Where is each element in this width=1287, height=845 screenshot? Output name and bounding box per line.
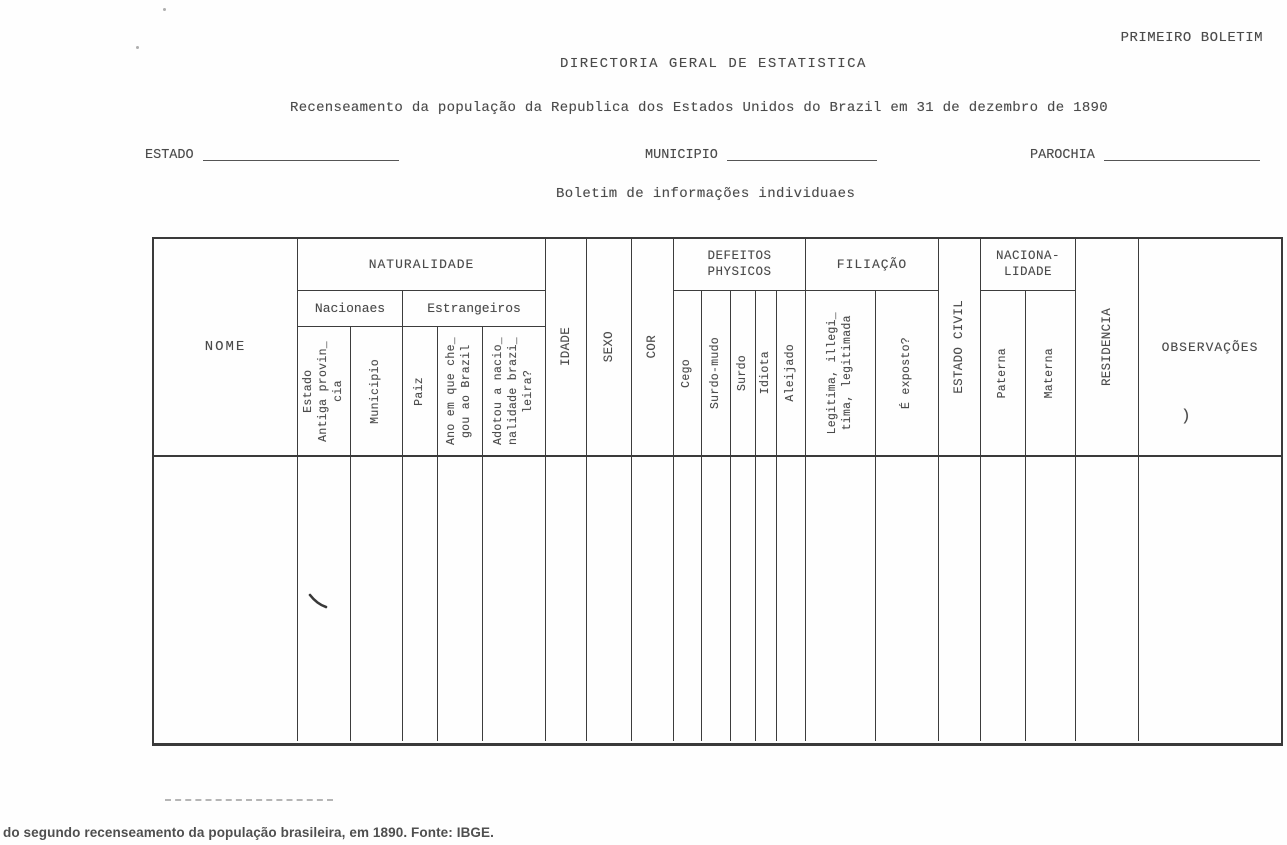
col-header-surdo-label: Surdo bbox=[735, 354, 749, 391]
col-header-materna bbox=[1025, 291, 1075, 455]
col-header-aleijado bbox=[776, 291, 805, 455]
body-cell-cego bbox=[673, 457, 701, 741]
field-parochia bbox=[1030, 145, 1260, 163]
subgroup-header-estrangeiros-label: Estrangeiros bbox=[427, 301, 521, 316]
col-header-sexo-label: SEXO bbox=[601, 331, 616, 363]
col-header-nome-label: NOME bbox=[204, 339, 247, 355]
group-header-nacionalidade bbox=[980, 239, 1075, 291]
col-header-idade bbox=[545, 239, 586, 455]
col-header-aleijado-label: Aleijado bbox=[783, 344, 797, 402]
col-header-nome bbox=[154, 239, 297, 455]
group-header-filiacao-label: FILIAÇÃO bbox=[836, 257, 908, 272]
col-header-cego-label: Cego bbox=[680, 358, 694, 388]
stray-pen-mark bbox=[307, 592, 329, 614]
col-header-idade-label: IDADE bbox=[558, 327, 573, 367]
col-header-paiz-label: Paiz bbox=[412, 376, 426, 406]
col-header-paterna bbox=[980, 291, 1025, 455]
body-cell-residencia bbox=[1075, 457, 1138, 741]
field-parochia-label: PAROCHIA bbox=[1030, 148, 1095, 163]
body-cell-adotou-nacionalidade bbox=[482, 457, 545, 741]
col-header-paiz bbox=[402, 327, 437, 455]
col-header-adotou-nacionalidade-label: Adotou a nacio_ nalidade brazi_ leira? bbox=[491, 336, 535, 446]
col-header-sexo bbox=[586, 239, 631, 455]
field-municipio-blank-line bbox=[727, 148, 877, 161]
col-header-cor bbox=[631, 239, 673, 455]
col-header-paterna-label: Paterna bbox=[995, 347, 1009, 399]
col-header-municipio-label: Municipio bbox=[369, 358, 383, 424]
group-header-nacionalidade-label: NACIONA- LIDADE bbox=[995, 248, 1060, 279]
col-header-exposto-label: É exposto? bbox=[899, 336, 913, 409]
body-cell-paterna bbox=[980, 457, 1025, 741]
body-cell-materna bbox=[1025, 457, 1075, 741]
field-estado-blank-line bbox=[203, 148, 399, 161]
document-title: DIRECTORIA GERAL DE ESTATISTICA bbox=[560, 56, 867, 72]
col-header-observacoes-label: OBSERVAÇÕES bbox=[1161, 339, 1259, 355]
subgroup-header-nacionaes-label: Nacionaes bbox=[314, 301, 386, 316]
col-header-municipio bbox=[350, 327, 402, 455]
col-header-idiota-label: Idiota bbox=[758, 351, 772, 395]
col-header-legitimidade-label: Legitima, illegi_ tima, legitimada bbox=[825, 311, 854, 435]
col-header-legitimidade bbox=[805, 291, 875, 455]
col-header-cor-label: COR bbox=[645, 335, 660, 359]
image-caption: do segundo recenseamento da população brasileira, em 1890. Fonte: IBGE. bbox=[3, 825, 494, 840]
col-header-estado-antiga-provincia-label: Estado Antiga provin_ cia bbox=[301, 340, 345, 442]
table-title: Boletim de informações individuaes bbox=[556, 186, 856, 202]
scan-speck bbox=[163, 8, 166, 11]
document-subtitle: Recenseamento da população da Republica dos Estados Unidos do Brazil em 31 de dezembro de 1890 bbox=[290, 100, 1108, 116]
field-municipio-label: MUNICIPIO bbox=[645, 148, 718, 163]
field-estado bbox=[145, 145, 399, 163]
group-header-defeitos-physicos-label: DEFEITOS PHYSICOS bbox=[707, 248, 772, 279]
subgroup-header-nacionaes bbox=[297, 291, 402, 327]
col-header-ano-chegada bbox=[437, 327, 482, 455]
col-header-cego bbox=[673, 291, 701, 455]
corner-label: PRIMEIRO BOLETIM bbox=[1120, 30, 1263, 46]
col-header-idiota bbox=[755, 291, 776, 455]
body-cell-aleijado bbox=[776, 457, 805, 741]
col-header-estado-civil bbox=[938, 239, 980, 455]
col-header-observacoes bbox=[1138, 239, 1281, 455]
census-table-header bbox=[154, 239, 1281, 457]
subgroup-header-estrangeiros bbox=[402, 291, 545, 327]
group-header-naturalidade-label: NATURALIDADE bbox=[368, 257, 475, 272]
col-header-exposto bbox=[875, 291, 938, 455]
group-header-filiacao bbox=[805, 239, 938, 291]
col-header-residencia bbox=[1075, 239, 1138, 455]
group-header-defeitos-physicos bbox=[673, 239, 805, 291]
census-table-body bbox=[154, 457, 1281, 741]
scan-speck bbox=[136, 46, 139, 49]
body-cell-municipio bbox=[350, 457, 402, 741]
col-header-estado-antiga-provincia bbox=[297, 327, 350, 455]
col-header-residencia-label: RESIDENCIA bbox=[1099, 307, 1114, 386]
field-parochia-blank-line bbox=[1104, 148, 1260, 161]
body-cell-observacoes bbox=[1138, 457, 1281, 741]
field-municipio bbox=[645, 145, 877, 163]
col-header-materna-label: Materna bbox=[1043, 347, 1057, 399]
census-table bbox=[152, 237, 1283, 746]
col-header-surdo-mudo-label: Surdo-mudo bbox=[708, 336, 722, 409]
body-cell-surdo-mudo bbox=[701, 457, 730, 741]
observacoes-paren-mark: ) bbox=[1181, 407, 1191, 425]
faded-dashed-line bbox=[165, 799, 333, 801]
body-cell-sexo bbox=[586, 457, 631, 741]
body-cell-idiota bbox=[755, 457, 776, 741]
group-header-naturalidade bbox=[297, 239, 545, 291]
col-header-adotou-nacionalidade bbox=[482, 327, 545, 455]
field-estado-label: ESTADO bbox=[145, 148, 194, 163]
col-header-surdo-mudo bbox=[701, 291, 730, 455]
body-cell-exposto bbox=[875, 457, 938, 741]
body-cell-estado-civil bbox=[938, 457, 980, 741]
body-cell-idade bbox=[545, 457, 586, 741]
body-cell-paiz bbox=[402, 457, 437, 741]
body-cell-ano-chegada bbox=[437, 457, 482, 741]
body-cell-nome bbox=[154, 457, 297, 741]
col-header-estado-civil-label: ESTADO CIVIL bbox=[952, 300, 967, 394]
col-header-surdo bbox=[730, 291, 755, 455]
body-cell-surdo bbox=[730, 457, 755, 741]
body-cell-cor bbox=[631, 457, 673, 741]
col-header-ano-chegada-label: Ano em que che_ gou ao Brazil bbox=[445, 336, 473, 446]
body-cell-legitimidade bbox=[805, 457, 875, 741]
